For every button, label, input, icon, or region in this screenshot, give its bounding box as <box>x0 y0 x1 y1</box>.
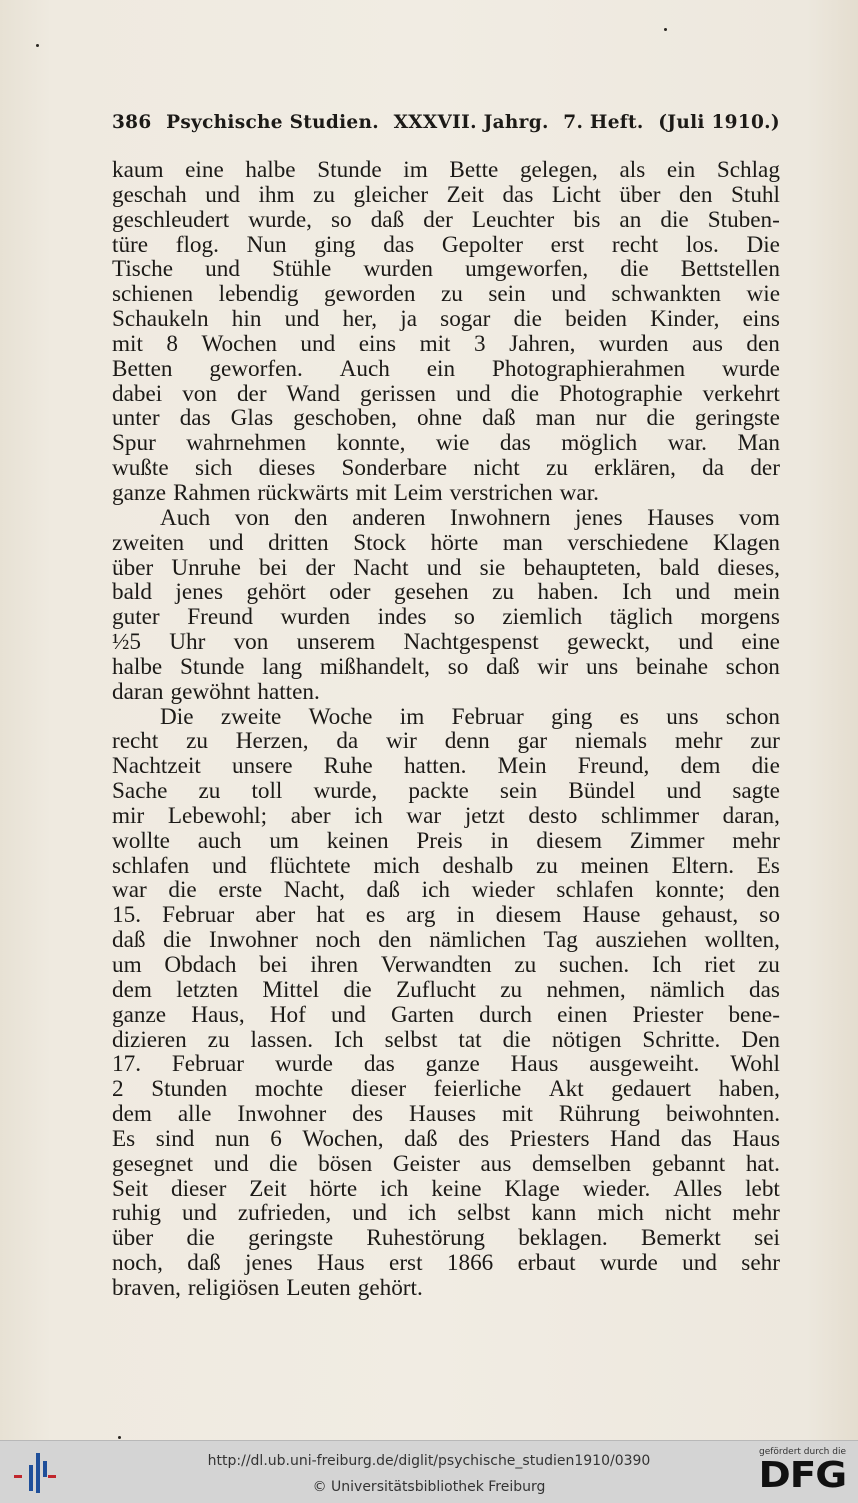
copyright-notice: © Universitätsbibliothek Freiburg <box>312 1479 546 1495</box>
text-line: mit 8 Wochen und eins mit 3 Jahren, wurden aus den <box>112 330 780 357</box>
text-line: halbe Stunde lang mißhandelt, so daß wir uns beinahe schon <box>112 653 780 680</box>
text-line: wußte sich dieses Sonderbare nicht zu erklären, da der <box>112 455 780 482</box>
text-line: Schaukeln hin und her, ja sogar die beiden Kinder, eins <box>112 306 780 333</box>
text-line: dem alle Inwohner des Hauses mit Rührung beiwohnten. <box>112 1101 780 1128</box>
text-line: war die erste Nacht, daß ich wieder schlafen konnte; den <box>112 877 780 904</box>
scan-speck <box>664 28 667 31</box>
text-line: Die zweite Woche im Februar ging es uns schon <box>160 703 780 730</box>
text-line: 15. Februar aber hat es arg in diesem Hause gehaust, so <box>112 902 780 929</box>
text-line: dizieren zu lassen. Ich selbst tat die nötigen Schritte. Den <box>112 1026 780 1053</box>
text-line: Nachtzeit unsere Ruhe hatten. Mein Freund, dem die <box>112 753 780 780</box>
text-line: um Obdach bei ihren Verwandten zu suchen. Ich riet zu <box>112 952 780 978</box>
issue-label: 7. Heft. <box>563 112 644 133</box>
text-line: Es sind nun 6 Wochen, daß des Priesters Hand das Haus <box>112 1125 780 1152</box>
text-line: über Unruhe bei der Nacht und sie behaupteten, bald dieses, <box>112 554 780 581</box>
dfg-logo: DFG <box>758 1455 846 1496</box>
body-text <box>112 158 780 1301</box>
text-line: Auch von den anderen Inwohnern jenes Hauses vom <box>160 504 780 531</box>
scan-speck <box>118 1436 121 1439</box>
text-line: Betten geworfen. Auch ein Photographierahmen wurde <box>112 355 780 382</box>
running-head <box>112 112 780 133</box>
text-line: zweiten und dritten Stock hörte man verschiedene Klagen <box>112 529 780 556</box>
text-line: 17. Februar wurde das ganze Haus ausgeweiht. Wohl <box>112 1051 780 1078</box>
text-line: über die geringste Ruhestörung beklagen. Bemerkt sei <box>112 1225 780 1252</box>
text-line: Spur wahrnehmen konnte, wie das möglich war. Man <box>112 430 780 457</box>
text-line: gesegnet und die bösen Geister aus demselben gebannt hat. <box>112 1150 780 1177</box>
text-line: wollte auch um keinen Preis in diesem Zimmer mehr <box>112 827 780 854</box>
text-line: braven, religiösen Leuten gehört. <box>112 1274 423 1301</box>
text-line: 2 Stunden mochte dieser feierliche Akt gedauert haben, <box>112 1076 780 1103</box>
text-line: daran gewöhnt hatten. <box>112 678 320 705</box>
text-line: türe flog. Nun ging das Gepolter erst recht los. Die <box>112 231 780 258</box>
volume-label: XXXVII. Jahrg. <box>393 112 549 133</box>
text-line: ganze Rahmen rückwärts mit Leim verstrichen war. <box>112 479 599 506</box>
text-line: Tische und Stühle wurden umgeworfen, die Bettstellen <box>112 256 780 283</box>
text-line: unter das Glas geschoben, ohne daß man nur die geringste <box>112 405 780 432</box>
text-line: recht zu Herzen, da wir denn gar niemals mehr zur <box>112 728 780 755</box>
text-line: mir Lebewohl; aber ich war jetzt desto schlimmer daran, <box>112 802 780 829</box>
text-line: guter Freund wurden indes so ziemlich täglich morgens <box>112 604 780 631</box>
issue-date: (Juli 1910.) <box>658 112 780 133</box>
text-line: schienen lebendig geworden zu sein und schwankten wie <box>112 281 780 308</box>
text-line: geschah und ihm zu gleicher Zeit das Licht über den Stuhl <box>112 181 780 208</box>
viewer-footer <box>0 1440 858 1503</box>
text-line: dabei von der Wand gerissen und die Photographie verkehrt <box>112 380 780 407</box>
text-line: Sache zu toll wurde, packte sein Bündel und sagte <box>112 778 780 805</box>
sponsor-label: gefördert durch die <box>759 1447 846 1457</box>
text-line: Seit dieser Zeit hörte ich keine Klage wieder. Alles lebt <box>112 1175 780 1202</box>
text-line: schlafen und flüchtete mich deshalb zu meinen Eltern. Es <box>112 852 780 879</box>
page-number: 386 <box>112 112 152 133</box>
text-line: ganze Haus, Hof und Garten durch einen Priester bene- <box>112 1001 780 1028</box>
scan-speck <box>36 44 39 47</box>
text-line: bald jenes gehört oder gesehen zu haben. Ich und mein <box>112 579 780 606</box>
text-line: dem letzten Mittel die Zuflucht zu nehmen, nämlich das <box>112 976 780 1003</box>
text-line: noch, daß jenes Haus erst 1866 erbaut wurde und sehr <box>112 1250 780 1277</box>
source-url-link[interactable]: http://dl.ub.uni-freiburg.de/diglit/psychische_studien1910/0390 <box>207 1453 651 1469</box>
text-line: ½5 Uhr von unserem Nachtgespenst geweckt, und eine <box>112 629 780 656</box>
text-line: ruhig und zufrieden, und ich selbst kann mich nicht mehr <box>112 1200 780 1227</box>
text-line: daß die Inwohner noch den nämlichen Tag ausziehen wollten, <box>112 927 780 954</box>
journal-title: Psychische Studien. <box>166 112 379 133</box>
text-line: kaum eine halbe Stunde im Bette gelegen, als ein Schlag <box>112 157 780 183</box>
text-line: geschleudert wurde, so daß der Leuchter bis an die Stuben- <box>112 206 780 233</box>
